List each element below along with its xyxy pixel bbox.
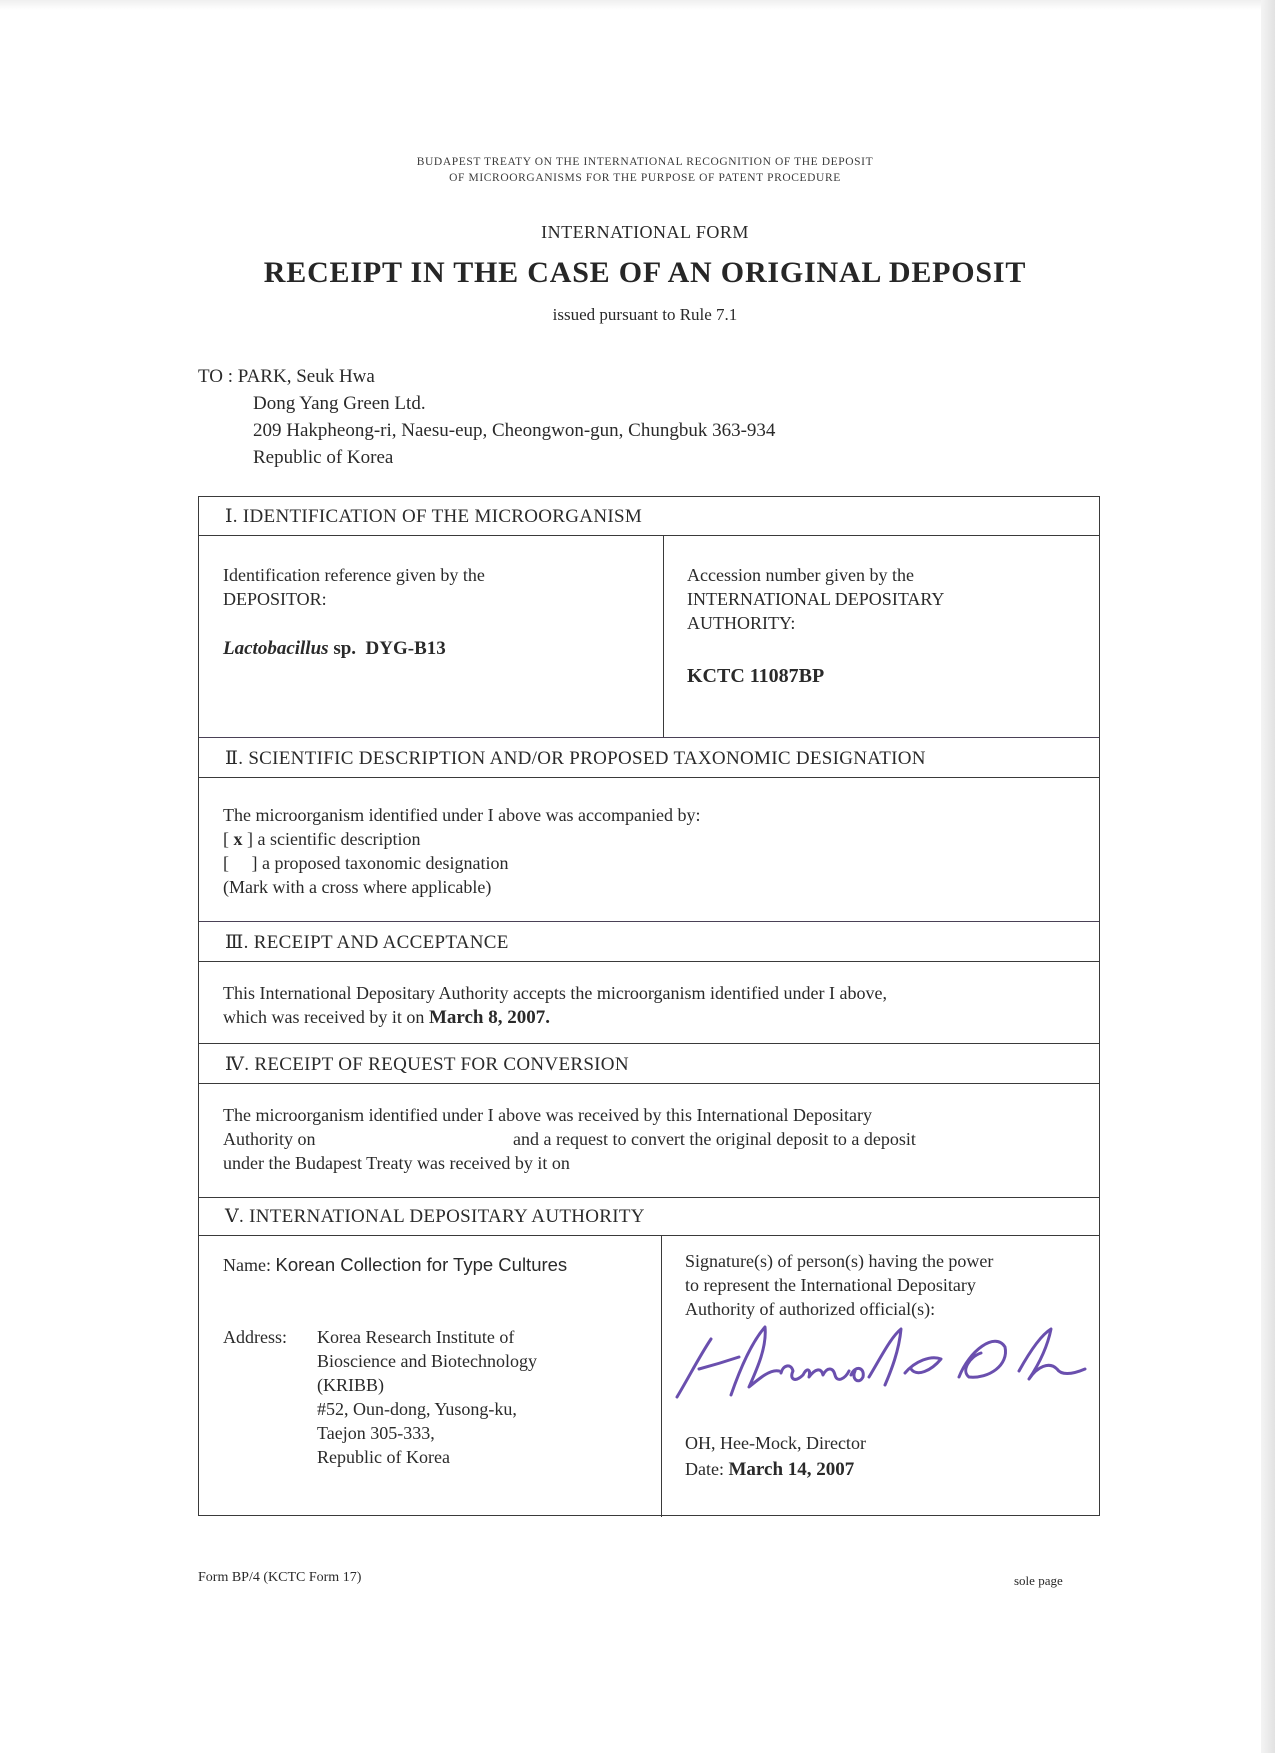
received-date: March 8, 2007.: [428, 1007, 550, 1028]
address-line: #52, Oun-dong, Yusong-ku,: [317, 1399, 517, 1419]
column-divider: [661, 1235, 662, 1517]
handwritten-signature: [669, 1317, 1099, 1407]
authority-address: [317, 1325, 537, 1469]
treaty-header-line-1: BUDAPEST TREATY ON THE INTERNATIONAL RECOGNITION OF THE DEPOSIT: [416, 156, 874, 168]
section-4-line-2: [223, 1127, 1083, 1151]
accession-label-line-1: Accession number given by the: [687, 565, 914, 585]
addressee-company: Dong Yang Green Ltd.: [253, 393, 426, 414]
section-3-line-2: [223, 1005, 887, 1030]
depositor-reference-value: [223, 637, 446, 661]
section-3-title: Ⅲ. RECEIPT AND ACCEPTANCE: [225, 932, 509, 953]
genus-name: Lactobacillus: [223, 638, 329, 659]
option-scientific-description: [223, 827, 701, 851]
divider: [199, 737, 1099, 738]
accession-label-line-3: AUTHORITY:: [687, 613, 796, 633]
addressee-block: [198, 363, 775, 471]
divider: [199, 961, 1099, 962]
addressee-name: PARK, Seuk Hwa: [237, 366, 375, 387]
section-2-note: (Mark with a cross where applicable): [223, 877, 492, 897]
treaty-header-line-2: OF MICROORGANISMS FOR THE PURPOSE OF PATENT PROCEDURE: [449, 172, 841, 184]
form-type: INTERNATIONAL FORM: [541, 222, 749, 242]
signature-date-row: [685, 1457, 854, 1482]
form-table: [198, 496, 1100, 1516]
address-line: (KRIBB): [317, 1375, 384, 1395]
depositor-reference-label-line-2: DEPOSITOR:: [223, 589, 327, 609]
section-4-line-2b: and a request to convert the original deposit to a deposit: [513, 1129, 916, 1149]
page-top-edge: [0, 0, 1275, 10]
address-line: Republic of Korea: [317, 1447, 450, 1467]
address-line: Korea Research Institute of: [317, 1327, 515, 1347]
section-2-intro: The microorganism identified under I above was accompanied by:: [223, 805, 701, 825]
checkbox-mark: x: [233, 829, 243, 849]
section-4-line-3: under the Budapest Treaty was received by it on: [223, 1153, 570, 1173]
issued-rule: issued pursuant to Rule 7.1: [552, 305, 738, 324]
column-divider: [663, 535, 664, 737]
accession-number: KCTC 11087BP: [687, 665, 825, 687]
authority-name-label: Name:: [223, 1255, 271, 1275]
page-indicator: sole page: [1014, 1573, 1063, 1588]
divider: [199, 1043, 1099, 1044]
authority-address-label: Address:: [223, 1327, 287, 1347]
section-3-line-1: This International Depositary Authority accepts the microorganism identified under I above,: [223, 983, 887, 1003]
section-1-title: Ⅰ. IDENTIFICATION OF THE MICROORGANISM: [225, 506, 643, 527]
address-line: Taejon 305-333,: [317, 1423, 435, 1443]
section-2-body: [223, 803, 701, 899]
section-4-body: [223, 1103, 1083, 1175]
option-label: a scientific description: [257, 829, 421, 849]
divider: [199, 535, 1099, 536]
accession-label-line-2: INTERNATIONAL DEPOSITARY: [687, 589, 945, 609]
depositor-reference-label-line-1: Identification reference given by the: [223, 565, 485, 585]
section-3-body: [223, 981, 887, 1030]
signature-label: [685, 1249, 993, 1321]
divider: [199, 1235, 1099, 1236]
option-taxonomic-designation: [223, 851, 701, 875]
section-2-title: Ⅱ. SCIENTIFIC DESCRIPTION AND/OR PROPOSED TAXONOMIC DESIGNATION: [225, 748, 926, 769]
received-label: which was received by it on: [223, 1007, 425, 1027]
divider: [199, 777, 1099, 778]
signature-label-line-3: Authority of authorized official(s):: [685, 1299, 936, 1319]
depositor-reference-label: [223, 563, 485, 611]
signer-name: OH, Hee-Mock, Director: [685, 1433, 866, 1453]
addressee-street: 209 Hakpheong-ri, Naesu-eup, Cheongwon-gun, Chungbuk 363-934: [253, 420, 776, 441]
option-label: a proposed taxonomic designation: [262, 853, 509, 873]
species-suffix: sp.: [333, 638, 357, 659]
checkbox-open-bracket: [: [223, 829, 229, 849]
divider: [199, 1197, 1099, 1198]
address-line: Bioscience and Biotechnology: [317, 1351, 537, 1371]
addressee-prefix: TO :: [198, 366, 234, 387]
authority-name-row: [223, 1253, 567, 1277]
divider: [199, 921, 1099, 922]
document-title: RECEIPT IN THE CASE OF AN ORIGINAL DEPOSIT: [263, 256, 1027, 289]
signature-label-line-1: Signature(s) of person(s) having the power: [685, 1251, 994, 1271]
strain-code: DYG-B13: [365, 638, 446, 659]
signature-date-label: Date:: [685, 1459, 724, 1479]
form-identifier: Form BP/4 (KCTC Form 17): [198, 1570, 362, 1585]
section-4-line-1: The microorganism identified under I above was received by this International Depositary: [223, 1105, 872, 1125]
checkbox-empty: [ ]: [223, 853, 258, 873]
section-4-title: Ⅳ. RECEIPT OF REQUEST FOR CONVERSION: [225, 1054, 629, 1075]
addressee-name-line: [198, 363, 775, 390]
section-5-title: Ⅴ. INTERNATIONAL DEPOSITARY AUTHORITY: [225, 1206, 645, 1227]
checkbox-close-bracket: ]: [247, 829, 253, 849]
authority-name: Korean Collection for Type Cultures: [275, 1254, 568, 1275]
section-4-line-2a: Authority on: [223, 1129, 316, 1149]
signature-label-line-2: to represent the International Depositary: [685, 1275, 976, 1295]
addressee-country: Republic of Korea: [253, 447, 394, 468]
accession-label: [687, 563, 944, 635]
divider: [199, 1083, 1099, 1084]
signature-date: March 14, 2007: [728, 1459, 855, 1480]
